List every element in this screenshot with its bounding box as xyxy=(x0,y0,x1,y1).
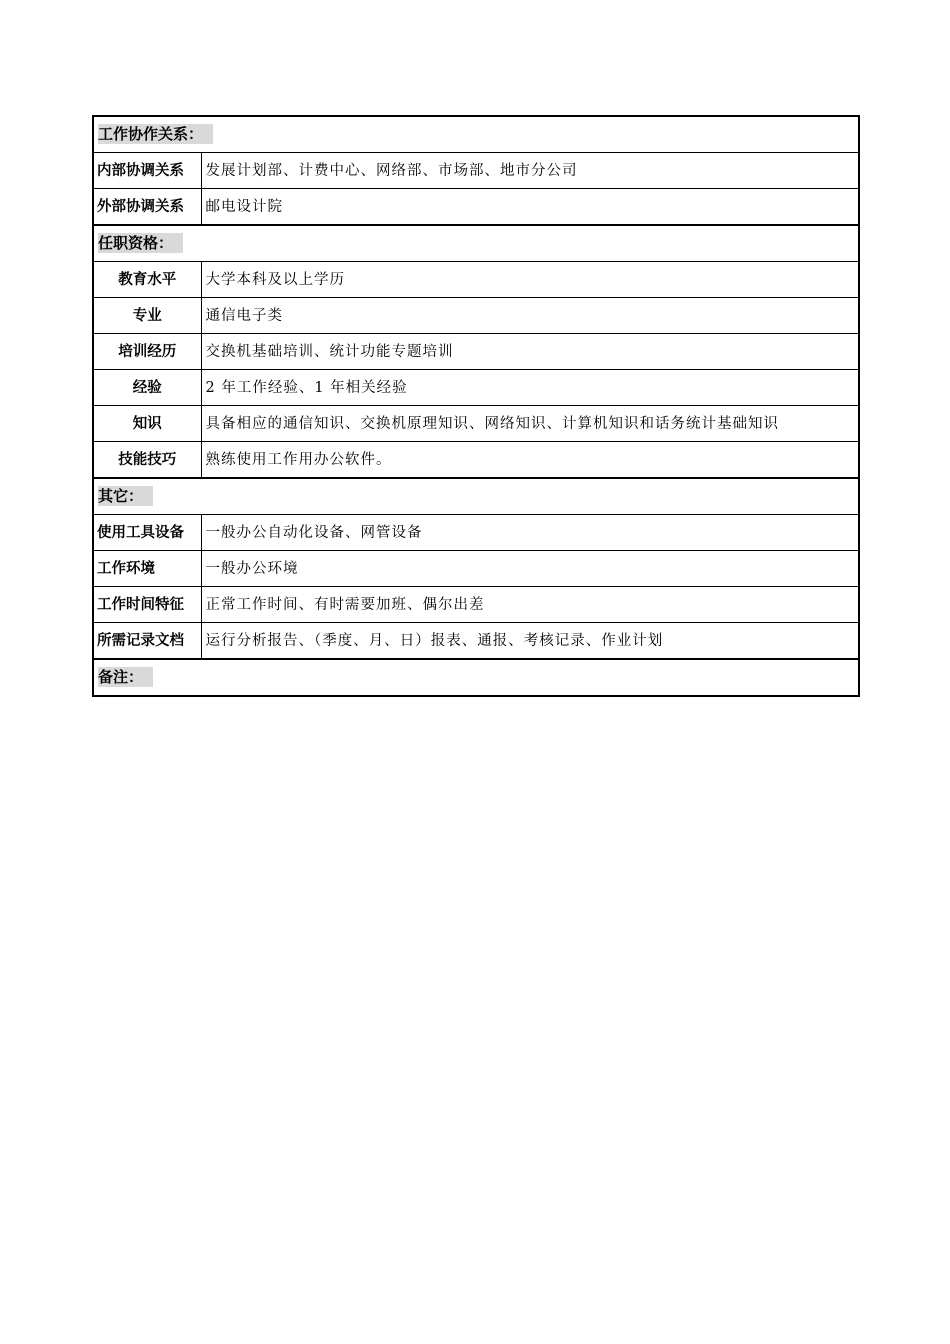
row-label: 使用工具设备 xyxy=(93,515,201,551)
row-value: 交换机基础培训、统计功能专题培训 xyxy=(201,334,859,370)
row-value: 正常工作时间、有时需要加班、偶尔出差 xyxy=(201,587,859,623)
table-row xyxy=(93,551,859,587)
row-value: 邮电设计院 xyxy=(201,189,859,226)
job-description-table xyxy=(92,115,860,697)
row-label: 知识 xyxy=(93,406,201,442)
table-row xyxy=(93,370,859,406)
row-label: 教育水平 xyxy=(93,262,201,298)
row-value: 熟练使用工作用办公软件。 xyxy=(201,442,859,479)
table-row xyxy=(93,153,859,189)
table-row xyxy=(93,623,859,660)
row-label: 工作时间特征 xyxy=(93,587,201,623)
table-row xyxy=(93,189,859,226)
row-label: 外部协调关系 xyxy=(93,189,201,226)
section-qualification xyxy=(93,225,859,262)
section-header-qualification xyxy=(93,225,859,262)
row-value: 运行分析报告、（季度、月、日）报表、通报、考核记录、作业计划 xyxy=(201,623,859,660)
row-value: 大学本科及以上学历 xyxy=(201,262,859,298)
row-label: 专业 xyxy=(93,298,201,334)
row-label: 培训经历 xyxy=(93,334,201,370)
section-other xyxy=(93,478,859,515)
section-collaboration xyxy=(93,116,859,153)
row-label: 技能技巧 xyxy=(93,442,201,479)
row-label: 工作环境 xyxy=(93,551,201,587)
row-value: 发展计划部、计费中心、网络部、市场部、地市分公司 xyxy=(201,153,859,189)
table-row xyxy=(93,587,859,623)
table-row xyxy=(93,298,859,334)
section-remarks xyxy=(93,659,859,696)
table-row xyxy=(93,515,859,551)
row-value: 具备相应的通信知识、交换机原理知识、网络知识、计算机知识和话务统计基础知识 xyxy=(201,406,859,442)
section-header-other xyxy=(93,478,859,515)
row-label: 所需记录文档 xyxy=(93,623,201,660)
section-title: 其它： xyxy=(98,486,153,506)
row-value: 一般办公环境 xyxy=(201,551,859,587)
section-header-collaboration xyxy=(93,116,859,153)
section-title: 工作协作关系： xyxy=(98,124,213,144)
section-title: 备注： xyxy=(98,667,153,687)
section-header-remarks xyxy=(93,659,859,696)
row-value: 一般办公自动化设备、网管设备 xyxy=(201,515,859,551)
section-title: 任职资格： xyxy=(98,233,183,253)
table-row xyxy=(93,334,859,370)
row-value: 通信电子类 xyxy=(201,298,859,334)
table-row xyxy=(93,406,859,442)
row-value: 2 年工作经验、1 年相关经验 xyxy=(201,370,859,406)
table-row xyxy=(93,442,859,479)
row-label: 经验 xyxy=(93,370,201,406)
table-row xyxy=(93,262,859,298)
row-label: 内部协调关系 xyxy=(93,153,201,189)
